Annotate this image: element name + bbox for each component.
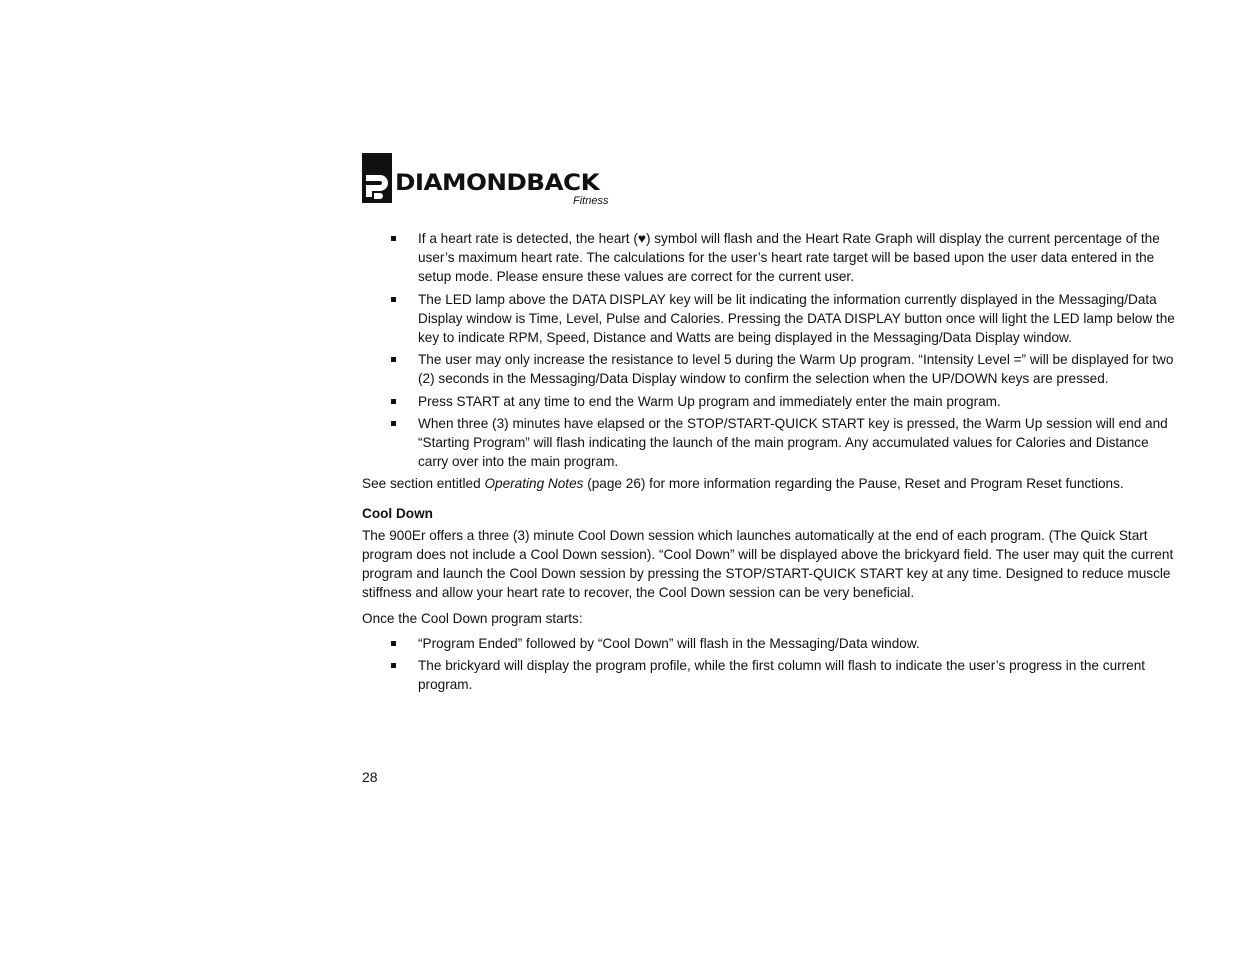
db-emblem-icon — [362, 153, 392, 203]
diamondback-logo — [362, 153, 622, 209]
bullet-icon — [391, 357, 396, 362]
bullet-icon — [391, 421, 396, 426]
bullet-icon — [391, 399, 396, 404]
section-reference: Operating Notes — [484, 476, 584, 492]
list-item: When three (3) minutes have elapsed or the STOP/START-QUICK START key is pressed, the Warm Up session will end and “Starting Program” will flash indicating the launch of the main program. Any accumulated values for Calories and Distance carry over into the main program. — [362, 414, 1182, 472]
list-item: The LED lamp above the DATA DISPLAY key will be lit indicating the information currently displayed in the Messaging/Data Display window is Time, Level, Pulse and Calories. Pressing the DATA DISPLAY button once will light the LED lamp below the key to indicate RPM, Speed, Distance and Watts are being displayed in the Messaging/Data Display window. — [362, 290, 1182, 348]
see-section-note: See section entitled Operating Notes (page 26) for more information regarding the Pause, Reset and Program Reset functions. — [362, 476, 1124, 492]
list-item: Press START at any time to end the Warm Up program and immediately enter the main program. — [362, 392, 1182, 411]
bullet-icon — [391, 297, 396, 302]
section-heading-cool-down: Cool Down — [362, 505, 433, 521]
cool-down-paragraph: The 900Er offers a three (3) minute Cool Down session which launches automatically at the end of each program. (The Quick Start program does not include a Cool Down session). “Cool Down” will be displayed above the brickyard field. The user may quit the current program and launch the Cool Down session by pressing the STOP/START-QUICK START key at any time. Designed to reduce muscle stiffness and allow your heart rate to recover, the Cool Down session can be very beneficial. — [362, 527, 1174, 601]
list-item: The user may only increase the resistance to level 5 during the Warm Up program. “Intensity Level =” will be displayed for two (2) seconds in the Messaging/Data Display window to confirm the selection when the UP/DOWN keys are pressed. — [362, 350, 1182, 388]
list-item: If a heart rate is detected, the heart (♥) symbol will flash and the Heart Rate Graph will display the current percentage of the user’s maximum heart rate. The calculations for the user’s heart rate target will be based upon the user data entered in the setup mode. Please ensure these values are correct for the current user. — [362, 229, 1182, 287]
bullet-icon — [391, 641, 396, 646]
bullet-icon — [391, 663, 396, 668]
cool-down-bullet-list — [362, 634, 1182, 695]
warm-up-bullet-list — [362, 229, 1182, 471]
cool-down-intro: Once the Cool Down program starts: — [362, 610, 583, 626]
document-body — [362, 229, 1182, 697]
list-item: The brickyard will display the program profile, while the first column will flash to indicate the user’s progress in the current program. — [362, 656, 1182, 694]
logo-subtitle: Fitness — [573, 195, 609, 207]
bullet-icon — [391, 236, 396, 241]
page-number: 28 — [362, 769, 378, 785]
logo-wordmark: DIAMONDBACK — [395, 171, 600, 196]
list-item: “Program Ended” followed by “Cool Down” will flash in the Messaging/Data window. — [362, 634, 1182, 653]
